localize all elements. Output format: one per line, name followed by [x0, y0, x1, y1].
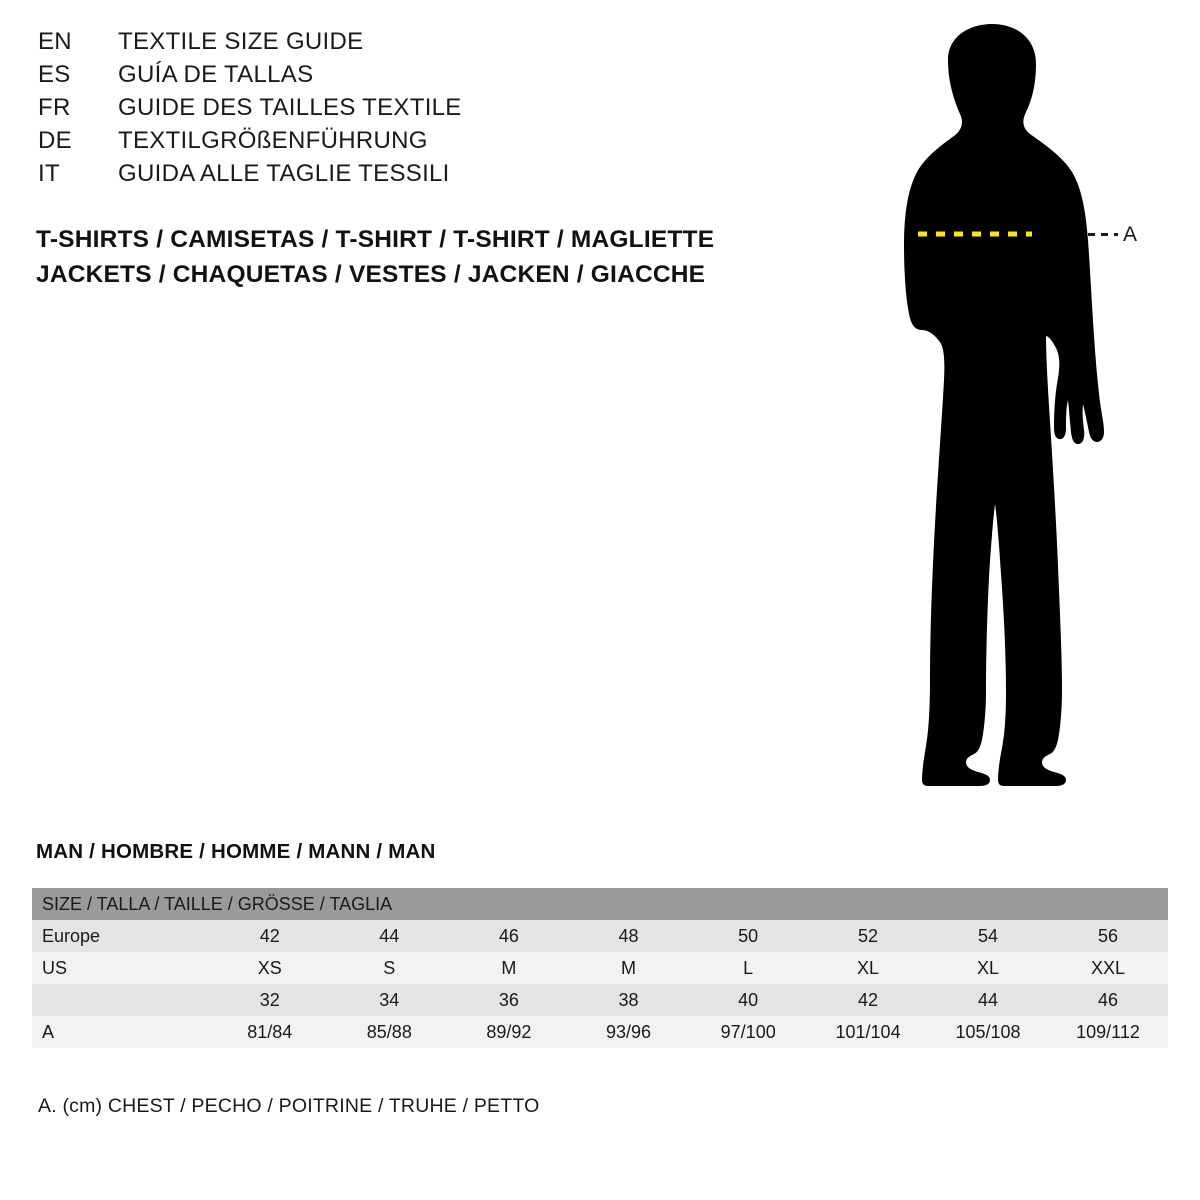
table-row — [32, 984, 1168, 1016]
table-cell: 42 — [808, 984, 928, 1016]
table-cell: XS — [210, 952, 330, 984]
language-text: TEXTILGRÖßENFÜHRUNG — [118, 127, 428, 154]
table-cell: 44 — [928, 984, 1048, 1016]
garment-category-block — [36, 222, 714, 292]
table-cell: 81/84 — [210, 1016, 330, 1048]
table-cell: 56 — [1048, 920, 1168, 952]
language-text: GUIDA ALLE TAGLIE TESSILI — [118, 160, 450, 187]
table-cell: 97/100 — [688, 1016, 808, 1048]
table-cell: 32 — [210, 984, 330, 1016]
language-header-block — [38, 28, 798, 193]
table-cell: 85/88 — [330, 1016, 450, 1048]
row-label: A — [32, 1016, 210, 1048]
table-cell: XL — [808, 952, 928, 984]
size-table — [32, 888, 1168, 1048]
table-cell: 50 — [688, 920, 808, 952]
table-cell: 38 — [569, 984, 689, 1016]
row-label — [32, 984, 210, 1016]
table-row — [32, 1016, 1168, 1048]
table-row — [32, 920, 1168, 952]
table-cell: 36 — [449, 984, 569, 1016]
language-row — [38, 160, 798, 193]
table-cell: L — [688, 952, 808, 984]
table-cell: S — [330, 952, 450, 984]
measure-label-a: A — [1123, 223, 1138, 246]
table-header-row — [32, 888, 1168, 920]
table-cell: 44 — [330, 920, 450, 952]
language-code: EN — [38, 28, 72, 55]
table-row — [32, 952, 1168, 984]
table-cell: 52 — [808, 920, 928, 952]
row-label: US — [32, 952, 210, 984]
language-row — [38, 94, 798, 127]
row-label: Europe — [32, 920, 210, 952]
garment-line-tshirts: T-SHIRTS / CAMISETAS / T-SHIRT / T-SHIRT / MAGLIETTE — [36, 226, 715, 253]
table-cell: 54 — [928, 920, 1048, 952]
table-cell: 93/96 — [569, 1016, 689, 1048]
language-code: DE — [38, 127, 72, 154]
language-code: IT — [38, 160, 60, 187]
table-header-label: SIZE / TALLA / TAILLE / GRÖSSE / TAGLIA — [32, 888, 1168, 920]
table-group-title: MAN / HOMBRE / HOMME / MANN / MAN — [36, 840, 436, 863]
table-cell: 46 — [1048, 984, 1168, 1016]
table-footnote: A. (cm) CHEST / PECHO / POITRINE / TRUHE / PETTO — [38, 1095, 540, 1117]
table-cell: 34 — [330, 984, 450, 1016]
language-row — [38, 28, 798, 61]
language-code: ES — [38, 61, 71, 88]
table-cell: 46 — [449, 920, 569, 952]
table-cell: 40 — [688, 984, 808, 1016]
table-cell: 48 — [569, 920, 689, 952]
language-code: FR — [38, 94, 71, 121]
table-cell: M — [449, 952, 569, 984]
table-cell: 105/108 — [928, 1016, 1048, 1048]
language-text: GUÍA DE TALLAS — [118, 61, 314, 88]
body-silhouette-figure — [830, 18, 1160, 798]
garment-line-jackets: JACKETS / CHAQUETAS / VESTES / JACKEN / GIACCHE — [36, 261, 706, 288]
table-cell: 109/112 — [1048, 1016, 1168, 1048]
measure-leader-dashes — [1088, 233, 1118, 236]
language-text: GUIDE DES TAILLES TEXTILE — [118, 94, 462, 121]
table-cell: XL — [928, 952, 1048, 984]
table-cell: 101/104 — [808, 1016, 928, 1048]
language-text: TEXTILE SIZE GUIDE — [118, 28, 364, 55]
language-row — [38, 127, 798, 160]
table-cell: 42 — [210, 920, 330, 952]
table-cell: M — [569, 952, 689, 984]
table-cell: XXL — [1048, 952, 1168, 984]
language-row — [38, 61, 798, 94]
table-cell: 89/92 — [449, 1016, 569, 1048]
